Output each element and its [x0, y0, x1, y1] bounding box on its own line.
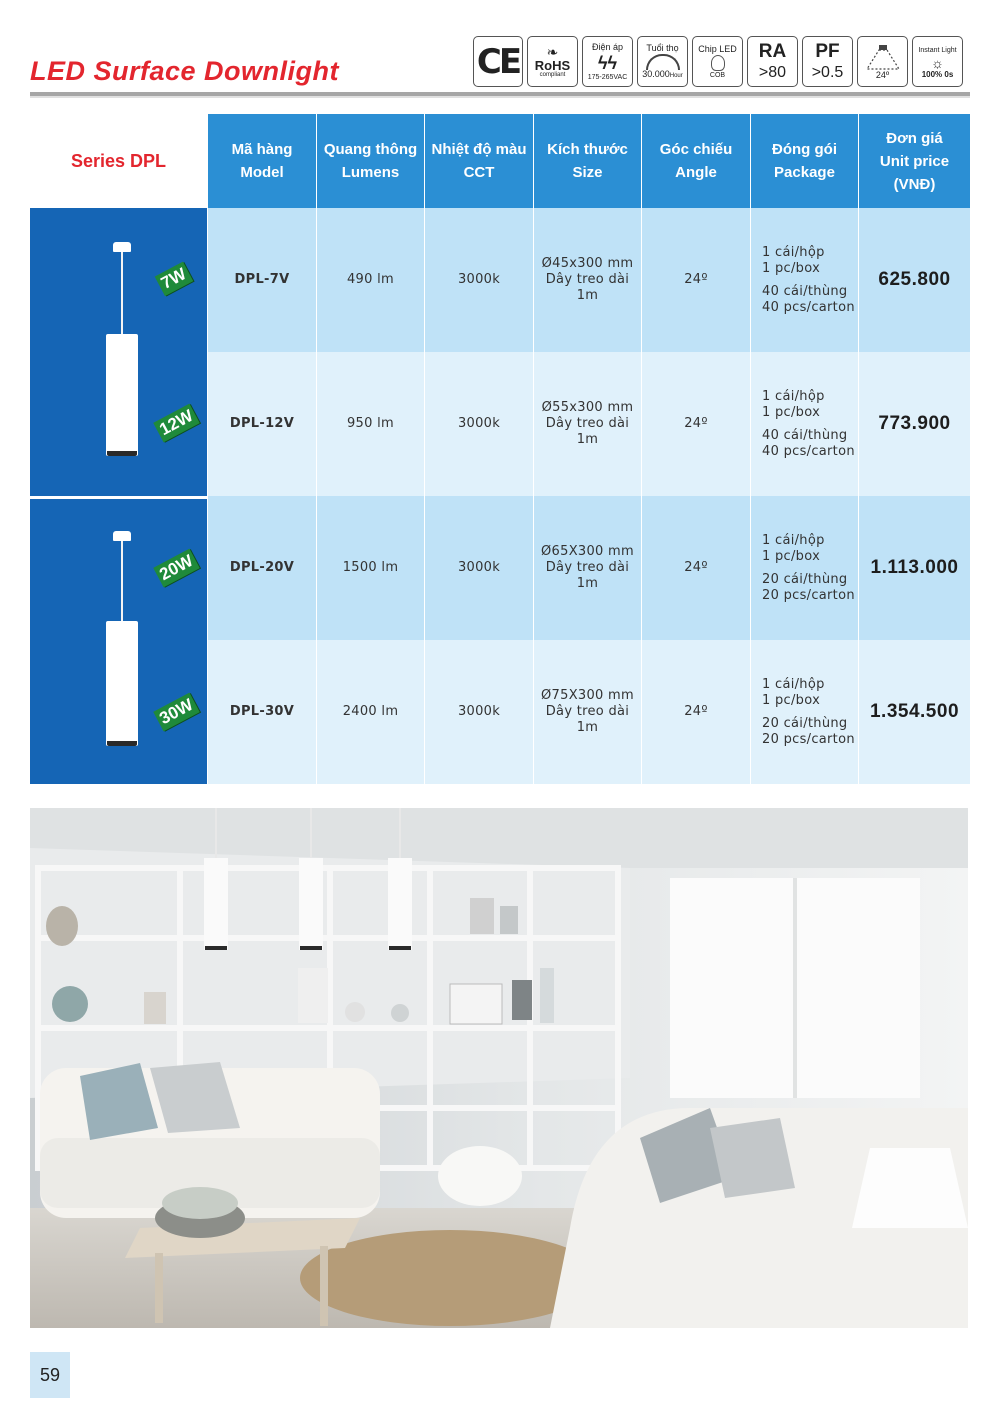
product-image-large — [30, 496, 207, 784]
cell-lumens: 490 lm — [316, 208, 424, 352]
header-package: Đóng gói Package — [750, 114, 858, 208]
cell-cct: 3000k — [424, 496, 533, 640]
table-row — [207, 208, 970, 352]
header-cct: Nhiệt độ màu CCT — [424, 114, 533, 208]
title-divider-shadow — [30, 96, 970, 98]
cell-price: 1.113.000 — [858, 496, 970, 640]
cell-model: DPL-7V — [207, 208, 316, 352]
cell-angle: 24º — [641, 640, 750, 784]
living-room-photo — [30, 808, 968, 1328]
cell-cct: 3000k — [424, 208, 533, 352]
cell-model: DPL-12V — [207, 352, 316, 496]
pf-badge: PF >0.5 — [802, 36, 853, 87]
chip-led-badge: Chip LED COB — [692, 36, 743, 87]
cell-package: 1 cái/hộp 1 pc/box 20 cái/thùng 20 pcs/carton — [750, 640, 858, 784]
table-row — [207, 496, 970, 640]
cell-size: Ø55x300 mm Dây treo dài 1m — [533, 352, 641, 496]
ra-badge: RA >80 — [747, 36, 798, 87]
cell-size: Ø75X300 mm Dây treo dài 1m — [533, 640, 641, 784]
cell-lumens: 2400 lm — [316, 640, 424, 784]
header-model: Mã hàng Model — [207, 114, 316, 208]
page-number: 59 — [30, 1352, 70, 1398]
product-image-small — [30, 208, 207, 496]
watt-badge-12w: 12W — [153, 404, 200, 443]
watt-badge-7w: 7W — [155, 262, 193, 296]
cell-size: Ø65X300 mm Dây treo dài 1m — [533, 496, 641, 640]
cell-lumens: 1500 lm — [316, 496, 424, 640]
header-lumens: Quang thông Lumens — [316, 114, 424, 208]
cell-angle: 24º — [641, 352, 750, 496]
header-angle: Góc chiếu Angle — [641, 114, 750, 208]
sun-icon: ☼ — [931, 54, 944, 71]
product-images — [30, 208, 207, 784]
cell-price: 1.354.500 — [858, 640, 970, 784]
certification-badges — [473, 36, 963, 87]
cell-price: 773.900 — [858, 352, 970, 496]
table-rows — [207, 208, 970, 784]
header-price: Đơn giá Unit price (VNĐ) — [858, 114, 970, 208]
series-label: Series DPL — [70, 150, 167, 171]
lifetime-badge: Tuổi thọ 30.000Hour — [637, 36, 688, 87]
rohs-badge: ❧ RoHS compliant — [527, 36, 578, 87]
cell-size: Ø45x300 mm Dây treo dài 1m — [533, 208, 641, 352]
gauge-icon — [646, 54, 680, 70]
cell-package: 1 cái/hộp 1 pc/box 40 cái/thùng 40 pcs/carton — [750, 208, 858, 352]
lightning-icon: ϟϟ — [597, 52, 618, 73]
page-title: LED Surface Downlight — [30, 56, 340, 86]
table-header — [30, 114, 970, 208]
table-row — [207, 352, 970, 496]
cell-package: 1 cái/hộp 1 pc/box 20 cái/thùng 20 pcs/carton — [750, 496, 858, 640]
leaf-icon: ❧ — [546, 43, 559, 60]
header-size: Kích thước Size — [533, 114, 641, 208]
ce-mark-icon: CE — [473, 36, 523, 87]
table-row — [207, 640, 970, 784]
beam-angle-icon — [863, 43, 903, 71]
beam-angle-badge: 24º — [857, 36, 908, 87]
cell-lumens: 950 lm — [316, 352, 424, 496]
cell-package: 1 cái/hộp 1 pc/box 40 cái/thùng 40 pcs/carton — [750, 352, 858, 496]
cell-price: 625.800 — [858, 208, 970, 352]
instant-light-badge: Instant Light ☼ 100% 0s — [912, 36, 963, 87]
cell-cct: 3000k — [424, 640, 533, 784]
cell-model: DPL-30V — [207, 640, 316, 784]
cell-angle: 24º — [641, 496, 750, 640]
watt-badge-30w: 30W — [153, 693, 200, 732]
cell-cct: 3000k — [424, 352, 533, 496]
living-room-illustration — [30, 808, 968, 1328]
product-table — [30, 114, 970, 784]
watt-badge-20w: 20W — [153, 549, 200, 588]
cell-angle: 24º — [641, 208, 750, 352]
bulb-icon — [711, 55, 725, 71]
cell-model: DPL-20V — [207, 496, 316, 640]
voltage-badge: Điện áp ϟϟ 175-265VAC — [582, 36, 633, 87]
table-body — [30, 208, 970, 784]
